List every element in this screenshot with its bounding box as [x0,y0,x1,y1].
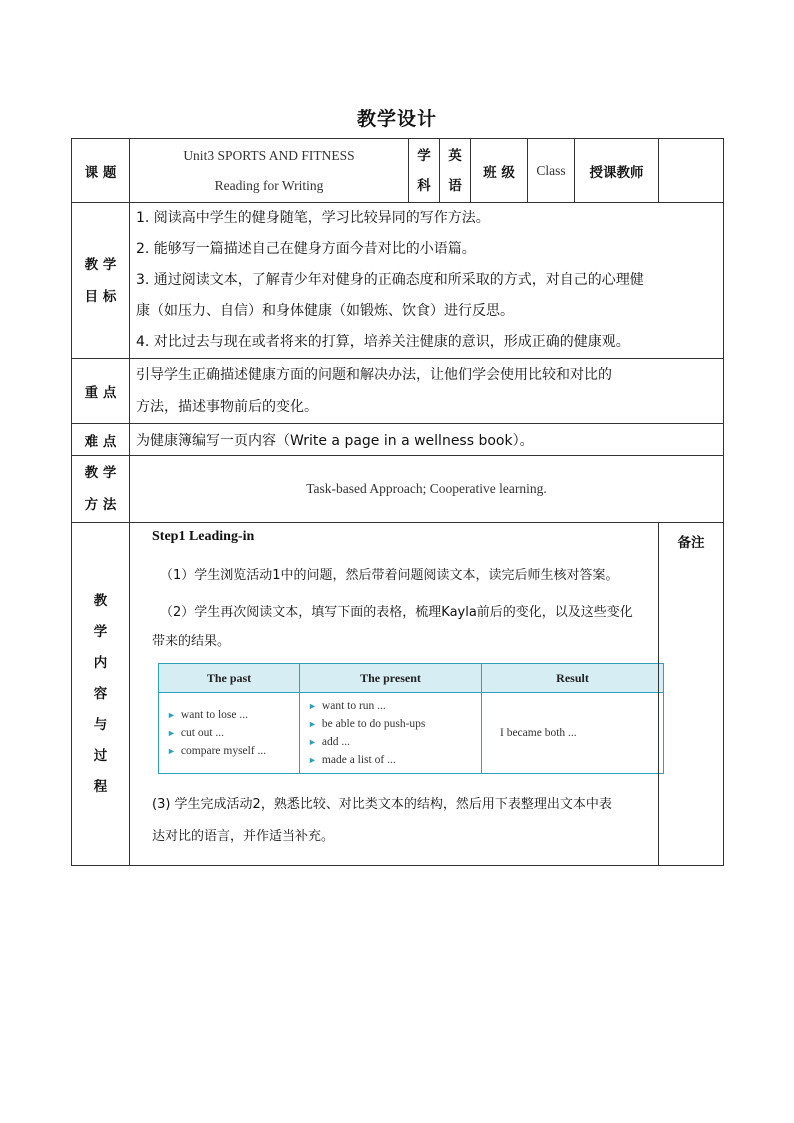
list-item [308,715,481,733]
arrow-bullet-icon: ► [167,746,176,756]
objective-item: 1. 阅读高中学生的健身随笔，学习比较异同的写作方法。 [136,210,490,226]
result-cell: I became both ... [482,693,664,774]
arrow-bullet-icon: ► [167,728,176,738]
objectives-label-line-1: 教 学 [84,256,117,273]
arrow-bullet-icon: ► [308,737,317,747]
activity-paragraph-3a: (3) 学生完成活动2，熟悉比较、对比类文本的结构，然后用下表整理出文本中表 [152,797,612,812]
present-item-text: made a list of ... [321,754,396,766]
objective-item: 2. 能够写一篇描述自己在健身方面今昔对比的小语篇。 [136,241,476,257]
difficulty-row [72,424,724,456]
topic-label: 课 题 [72,139,130,203]
list-item [308,733,481,751]
method-label-line-1: 教 学 [84,465,117,481]
past-item-text: cut out ... [180,727,225,739]
activity-paragraph-3b: 达对比的语言，并作适当补充。 [152,829,335,844]
past-item-text: compare myself ... [180,745,267,757]
present-item-text: add ... [321,736,351,748]
subject-label-char-1: 学 [417,147,431,164]
present-cell [300,693,482,774]
key-point-line: 引导学生正确描述健康方面的问题和解决办法，让他们学会使用比较和对比的 [136,367,612,383]
objective-item: 3. 通过阅读文本，了解青少年对健身的正确态度和所采取的方式，对自己的心理健 [136,272,644,288]
past-item-text: want to lose ... [180,709,248,721]
page-title: 教学设计 [356,108,437,130]
method-label-line-2: 方 法 [84,497,117,513]
arrow-bullet-icon: ► [308,755,317,765]
column-header-present: The present [300,664,482,693]
key-point-line: 方法，描述事物前后的变化。 [136,399,318,415]
difficulty-text: 为健康簿编写一页内容（Write a page in a wellness book）。 [130,424,724,456]
subject-value-cell [440,139,471,203]
list-item [167,724,299,742]
remarks-label: 备注 [659,523,724,866]
objective-item: 康（如压力、自信）和身体健康（如锻炼、饮食）进行反思。 [136,303,514,319]
unit-title: Unit3 SPORTS AND FITNESS [183,147,355,163]
key-points-label: 重 点 [72,359,130,424]
subject-label-char-2: 科 [417,177,431,194]
process-label-char: 学 [93,623,108,640]
objectives-row [72,203,724,359]
key-points-row [72,359,724,424]
unit-subtitle: Reading for Writing [214,177,324,193]
teacher-value [659,139,724,203]
column-header-result: Result [482,664,664,693]
comparison-table [158,663,664,774]
past-cell [159,693,300,774]
unit-title-cell [130,139,409,203]
objectives-label [72,203,130,359]
process-label [72,523,130,866]
class-value: Class [528,139,575,203]
subject-value-char-1: 英 [448,147,462,164]
subject-value-char-2: 语 [448,177,462,194]
arrow-bullet-icon: ► [167,710,176,720]
method-row [72,456,724,523]
arrow-bullet-icon: ► [308,719,317,729]
method-label [72,456,130,523]
process-label-char: 教 [93,592,108,609]
process-label-char: 内 [93,654,108,671]
process-label-char: 容 [93,685,108,702]
process-row [72,523,724,866]
objectives-content [130,203,724,359]
difficulty-label: 难 点 [72,424,130,456]
step-title: Step1 Leading-in [152,529,255,544]
topic-row [72,139,724,203]
process-content [130,523,659,866]
activity-paragraph-2b: 带来的结果。 [152,634,231,649]
list-item [308,697,481,715]
objectives-label-line-2: 目 标 [84,288,117,305]
objective-item: 4. 对比过去与现在或者将来的打算，培养关注健康的意识，形成正确的健康观。 [136,334,630,350]
method-text: Task-based Approach; Cooperative learning. [130,456,724,523]
arrow-bullet-icon: ► [308,701,317,711]
subject-label-cell [409,139,440,203]
key-points-content [130,359,724,424]
process-label-char: 与 [93,716,108,733]
list-item [308,751,481,769]
present-item-text: be able to do push-ups [321,718,426,730]
process-label-char: 过 [93,747,108,764]
list-item [167,742,299,760]
class-label: 班 级 [471,139,528,203]
teacher-label: 授课教师 [575,139,659,203]
activity-paragraph-2a: （2）学生再次阅读文本，填写下面的表格，梳理Kayla前后的变化，以及这些变化 [160,605,633,620]
list-item [167,706,299,724]
lesson-plan-table [71,138,724,866]
present-item-text: want to run ... [321,700,386,712]
column-header-past: The past [159,664,300,693]
activity-paragraph-1: （1）学生浏览活动1中的问题，然后带着问题阅读文本，读完后师生核对答案。 [160,568,619,583]
process-label-char: 程 [93,778,108,795]
